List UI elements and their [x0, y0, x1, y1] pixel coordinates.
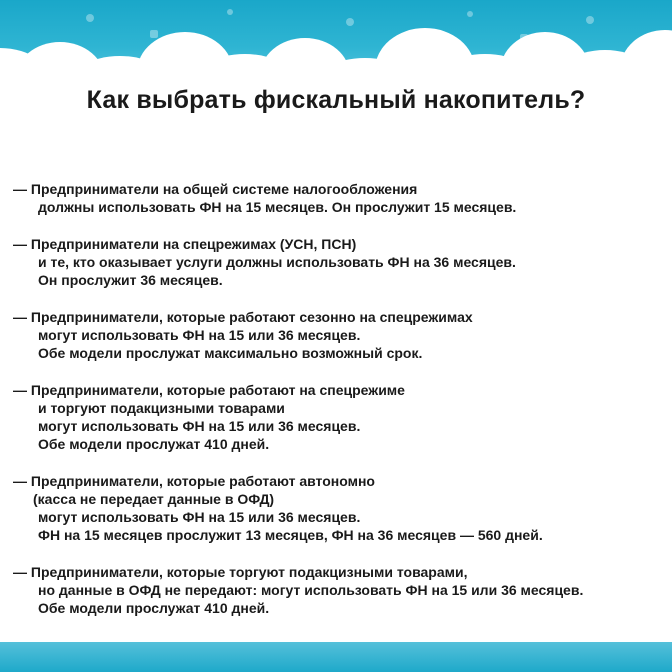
- item-line: — Предприниматели, которые работают на спецрежиме: [13, 382, 405, 398]
- page-title: Как выбрать фискальный накопитель?: [86, 86, 586, 114]
- bottom-bar: [0, 642, 672, 672]
- item-line: — Предприниматели, которые работают автономно: [13, 473, 375, 489]
- item-line: — Предприниматели, которые торгуют подакцизными товарами,: [13, 564, 468, 580]
- item-line: могут использовать ФН на 15 или 36 месяцев.: [38, 327, 361, 343]
- list-item: [13, 308, 663, 362]
- item-line: — Предприниматели на спецрежимах (УСН, ПСН): [13, 236, 357, 252]
- item-line: но данные в ОФД не передают: могут использовать ФН на 15 или 36 месяцев.: [38, 582, 584, 598]
- item-line: — Предприниматели на общей системе налогообложения: [13, 181, 418, 197]
- list-item: [13, 381, 663, 453]
- item-line: могут использовать ФН на 15 или 36 месяцев.: [38, 418, 361, 434]
- item-line: Обе модели прослужат 410 дней.: [38, 436, 270, 452]
- list-item: [13, 235, 663, 289]
- item-line: и те, кто оказывает услуги должны использовать ФН на 36 месяцев.: [38, 254, 516, 270]
- list-item: [13, 563, 663, 617]
- item-line: могут использовать ФН на 15 или 36 месяцев.: [38, 509, 361, 525]
- item-line: Он прослужит 36 месяцев.: [38, 272, 223, 288]
- list-item: [13, 180, 663, 216]
- item-line: — Предприниматели, которые работают сезонно на спецрежимах: [13, 309, 473, 325]
- item-line: должны использовать ФН на 15 месяцев. Он прослужит 15 месяцев.: [38, 199, 517, 215]
- item-line: Обе модели прослужат 410 дней.: [38, 600, 270, 616]
- item-line: Обе модели прослужат максимально возможный срок.: [38, 345, 423, 361]
- list-item: [13, 472, 663, 544]
- item-line: ФН на 15 месяцев прослужит 13 месяцев, ФН на 36 месяцев — 560 дней.: [38, 527, 543, 543]
- item-line: (касса не передает данные в ОФД): [33, 491, 275, 507]
- item-line: и торгуют подакцизными товарами: [38, 400, 285, 416]
- info-list: [13, 180, 663, 636]
